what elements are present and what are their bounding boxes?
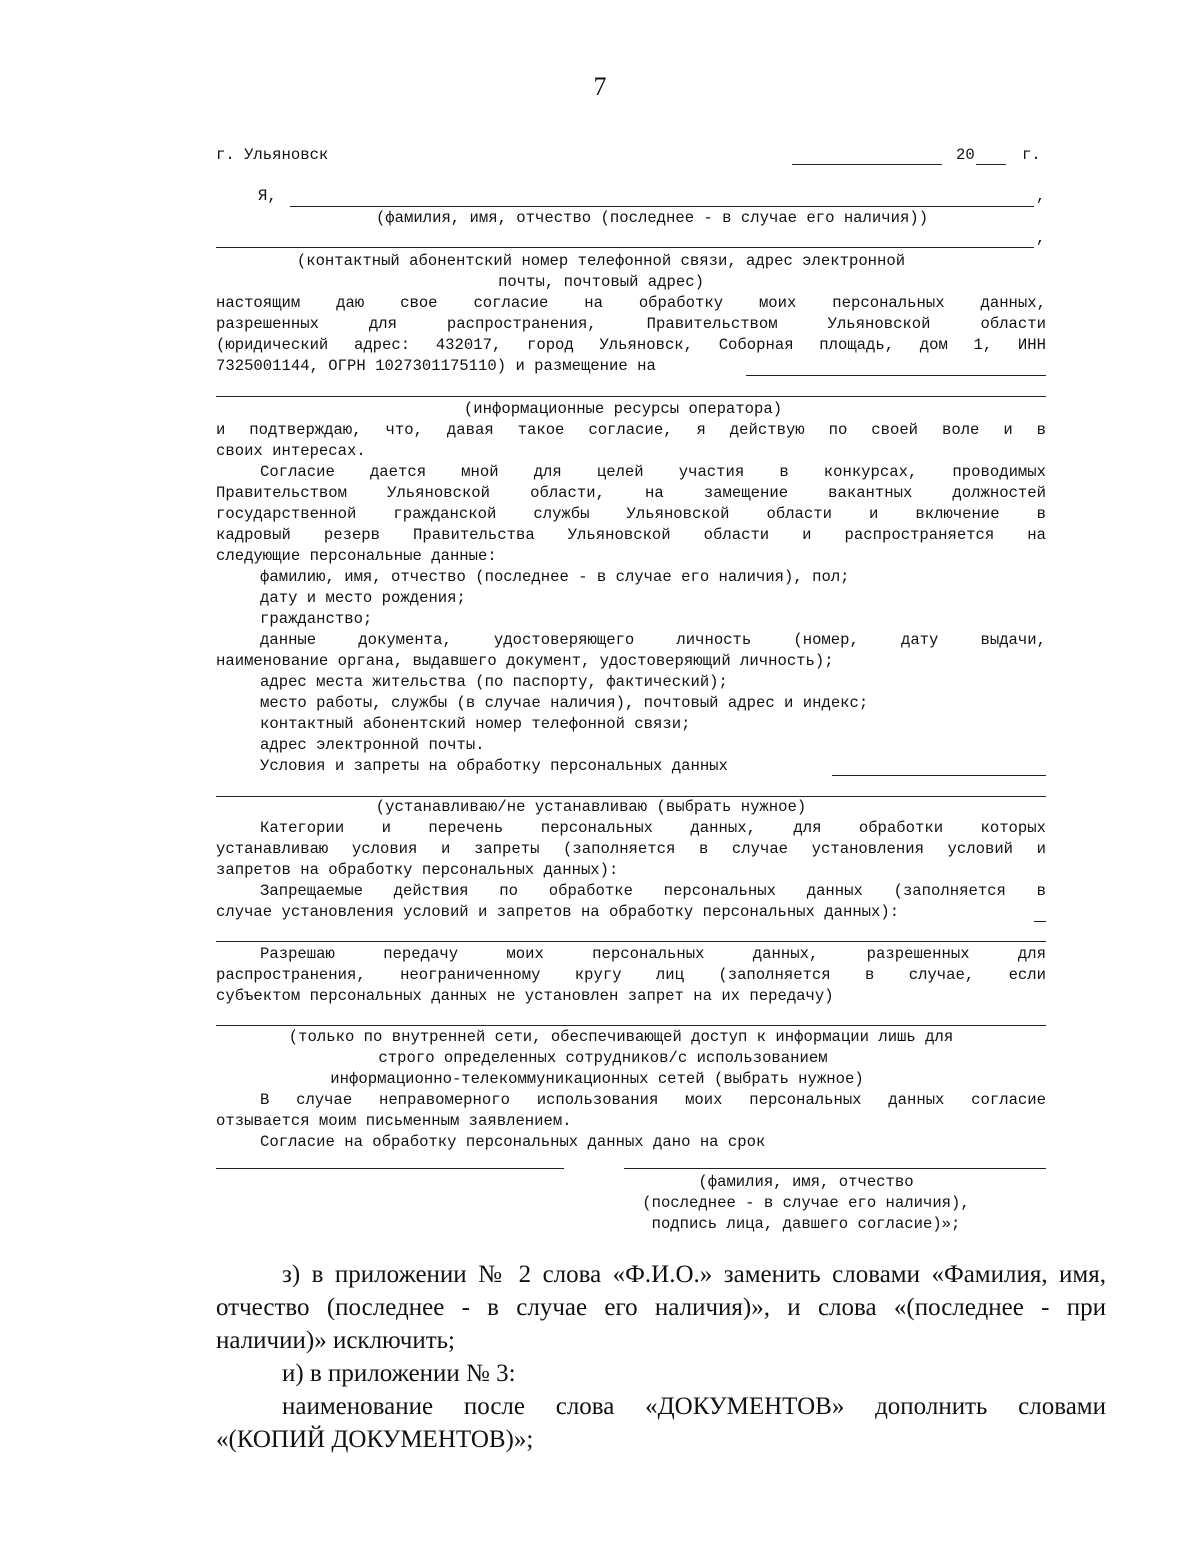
- purpose-text-line: Согласие дается мной для целей участия в конкурсах, проводимых: [260, 463, 1046, 481]
- placement-blank[interactable]: [746, 375, 1046, 376]
- revocation-text-line: отзывается моим письменным заявлением.: [216, 1112, 572, 1130]
- signature-caption-line-1: (фамилия, имя, отчество: [698, 1173, 914, 1191]
- consent-text-line: своих интересах.: [216, 442, 366, 460]
- amendment-text-line: наличии)» исключить;: [216, 1327, 456, 1354]
- data-list-item: данные документа, удостоверяющего личность (номер, дату выдачи,: [260, 631, 1046, 649]
- operator-caption: (информационные ресурсы оператора): [463, 400, 783, 418]
- comma: ,: [1036, 187, 1046, 205]
- data-list-item: наименование органа, выдавшего документ, удостоверяющий личность);: [216, 652, 834, 670]
- fio-blank[interactable]: [290, 206, 1034, 207]
- city-label: г. Ульяновск: [216, 146, 329, 164]
- page-number: 7: [593, 72, 607, 101]
- amendment-text-line: и) в приложении № 3:: [282, 1360, 516, 1387]
- signature-caption-line-2: (последнее - в случае его наличия),: [642, 1194, 970, 1212]
- date-day-blank[interactable]: [792, 164, 942, 165]
- consent-text-line: и подтверждаю, что, давая такое согласие, я действую по своей воле и в: [216, 421, 1046, 439]
- comma: ,: [1036, 229, 1046, 247]
- prohibited-blank[interactable]: [1034, 921, 1046, 922]
- data-list-item: адрес места жительства (по паспорту, фактический);: [260, 673, 728, 691]
- data-list-item: дату и место рождения;: [260, 589, 466, 607]
- contact-blank[interactable]: [216, 247, 1034, 248]
- ya-label: Я,: [258, 187, 277, 205]
- contact-caption-line-1: (контактный абонентский номер телефонной связи, адрес электронной: [296, 252, 906, 270]
- transfer-text-line: Разрешаю передачу моих персональных данных, разрешенных для: [260, 945, 1046, 963]
- network-caption-line-2: строго определенных сотрудников/с использованием: [378, 1049, 828, 1067]
- prohibited-text-line: случае установления условий и запретов на обработку персональных данных):: [216, 903, 900, 921]
- conditions-label: Условия и запреты на обработку персональных данных: [260, 757, 728, 775]
- network-caption-line-1: (только по внутренней сети, обеспечивающей доступ к информации лишь для: [288, 1028, 954, 1046]
- transfer-text-line: субъектом персональных данных не установлен запрет на их передачу): [216, 987, 834, 1005]
- data-list-item: гражданство;: [260, 610, 373, 628]
- contact-caption-line-2: почты, почтовый адрес): [498, 273, 704, 291]
- date-suffix: г.: [1022, 146, 1041, 164]
- amendment-text-line: «(КОПИЙ ДОКУМЕНТОВ)»;: [216, 1426, 534, 1453]
- purpose-text-line: государственной гражданской службы Ульяновской области и включение в: [216, 505, 1046, 523]
- date-year: 20: [956, 146, 975, 164]
- categories-text-line: устанавливаю условия и запреты (заполняется в случае установления условий и: [216, 840, 1046, 858]
- purpose-text-line: кадровый резерв Правительства Ульяновской области и распространяется на: [216, 526, 1046, 544]
- conditions-blank[interactable]: [832, 775, 1046, 776]
- term-blank[interactable]: [216, 1168, 564, 1169]
- amendment-text-line: отчество (последнее - в случае его наличия)», и слова «(последнее - при: [216, 1294, 1106, 1321]
- data-list-item: место работы, службы (в случае наличия), почтовый адрес и индекс;: [260, 694, 869, 712]
- term-label: Согласие на обработку персональных данных дано на срок: [260, 1133, 766, 1151]
- fio-caption: (фамилия, имя, отчество (последнее - в случае его наличия)): [375, 209, 929, 227]
- operator-resources-blank[interactable]: [216, 396, 1046, 397]
- transfer-text-line: распространения, неограниченному кругу лиц (заполняется в случае, если: [216, 966, 1046, 984]
- amendment-text-line: наименование после слова «ДОКУМЕНТОВ» дополнить словами: [282, 1393, 1106, 1420]
- consent-text-line: (юридический адрес: 432017, город Ульяновск, Соборная площадь, дом 1, ИНН: [216, 336, 1046, 354]
- consent-text-line: разрешенных для распространения, Правительством Ульяновской области: [216, 315, 1046, 333]
- categories-text-line: запретов на обработку персональных данных):: [216, 861, 619, 879]
- consent-text-line: 7325001144, ОГРН 1027301175110) и размещение на: [216, 357, 656, 375]
- prohibited-text-line: Запрещаемые действия по обработке персональных данных (заполняется в: [260, 882, 1046, 900]
- network-blank[interactable]: [216, 1025, 1046, 1026]
- prohibited-blank-2[interactable]: [216, 941, 1046, 942]
- amendment-text-line: з) в приложении № 2 слова «Ф.И.О.» заменить словами «Фамилия, имя,: [282, 1261, 1106, 1288]
- data-list-item: фамилию, имя, отчество (последнее - в случае его наличия), пол;: [260, 568, 850, 586]
- date-year-blank[interactable]: [976, 164, 1006, 165]
- data-list-item: адрес электронной почты.: [260, 736, 485, 754]
- choose-caption: (устанавливаю/не устанавливаю (выбрать нужное): [375, 798, 807, 816]
- consent-text-line: настоящим даю свое согласие на обработку моих персональных данных,: [216, 294, 1046, 312]
- network-caption-line-3: информационно-телекоммуникационных сетей (выбрать нужное): [330, 1070, 864, 1088]
- signature-blank[interactable]: [624, 1168, 1046, 1169]
- signature-caption-line-3: подпись лица, давшего согласие)»;: [651, 1215, 961, 1233]
- revocation-text-line: В случае неправомерного использования моих персональных данных согласие: [260, 1091, 1046, 1109]
- purpose-text-line: Правительством Ульяновской области, на замещение вакантных должностей: [216, 484, 1046, 502]
- data-list-item: контактный абонентский номер телефонной связи;: [260, 715, 691, 733]
- purpose-text-line: следующие персональные данные:: [216, 547, 497, 565]
- categories-text-line: Категории и перечень персональных данных, для обработки которых: [260, 819, 1046, 837]
